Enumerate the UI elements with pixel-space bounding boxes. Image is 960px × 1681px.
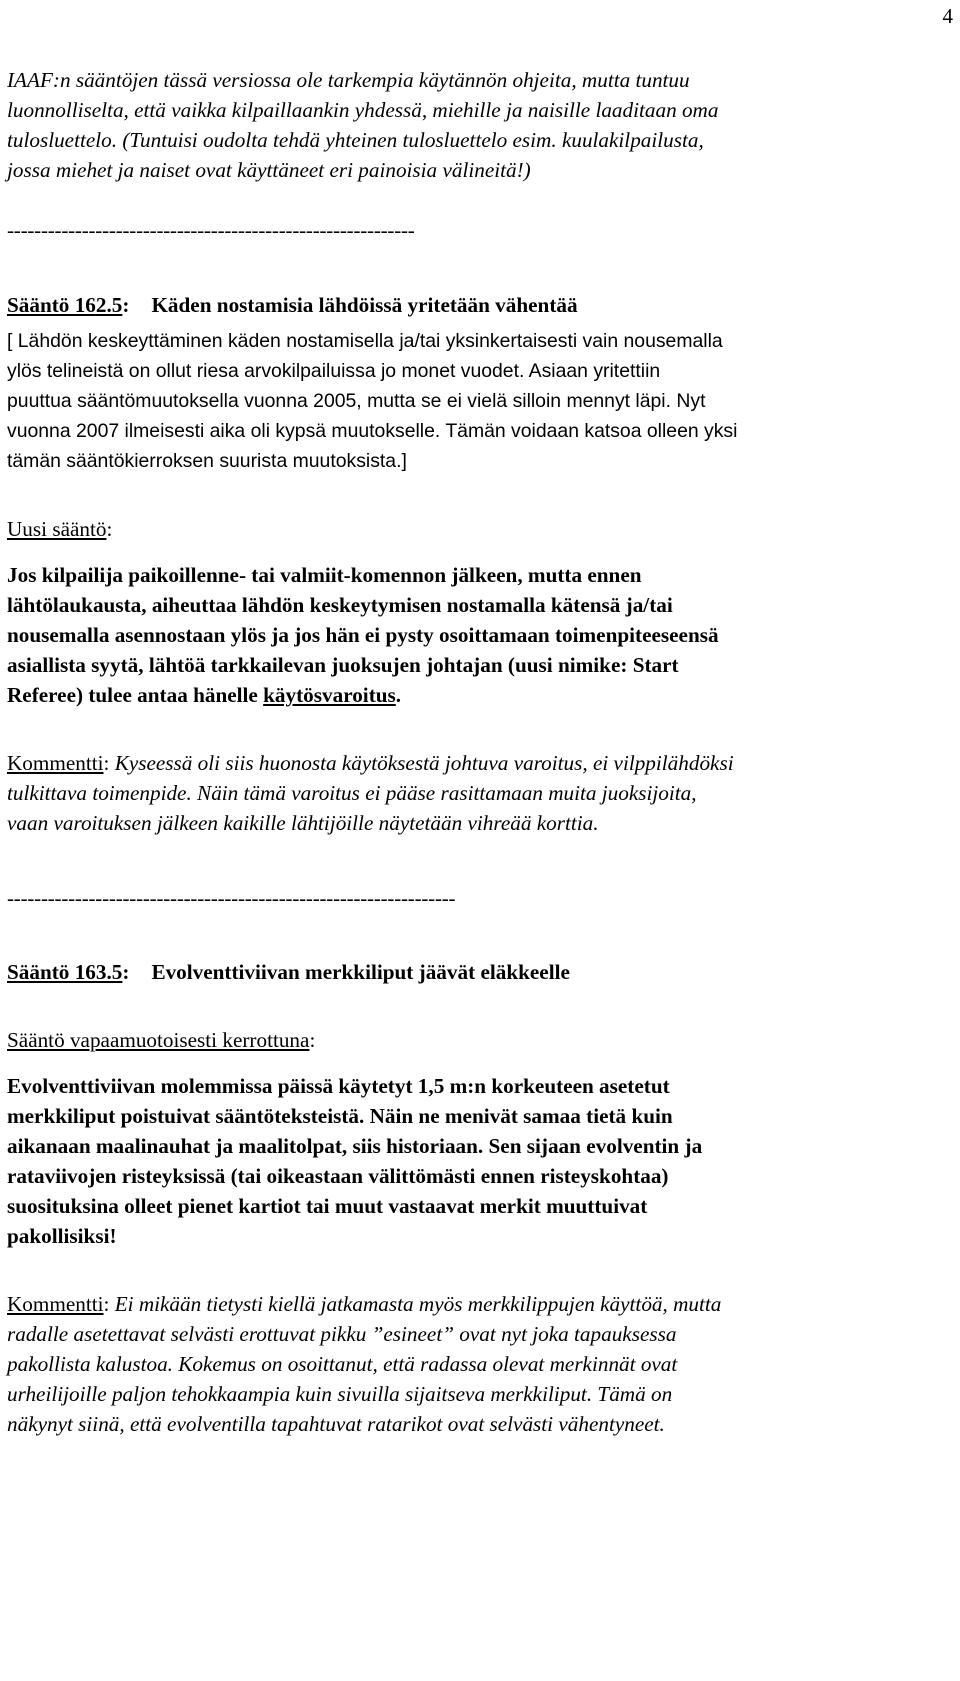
comment-label: Kommentti: [7, 751, 104, 775]
separator-line: ------------------------------------------------------------------: [7, 886, 456, 910]
rule-163-comment: Kommentti: Ei mikään tietysti kiellä jatkamasta myös merkkilippujen käyttöä, mutta radalle asetettavat selvästi erottuvat pikku ”esineet” ovat nyt joka tapauksessa pakollista kalustoa. Kokemus on osoittanut, että radassa olevat merkinnät ovat urheilijoille paljon tehokkaampia kuin sivuilla sijaitseva merkkiliput. Tämä on näkynyt siinä, että evolventilla tapahtuvat ratarikot ovat selvästi vähentyneet.: [7, 1292, 722, 1436]
spacer: [7, 1055, 960, 1071]
intro-paragraph: IAAF:n sääntöjen tässä versiossa ole tarkempia käytännön ohjeita, mutta tuntuu luonnolliselta, että vaikka kilpaillaankin yhdessä, miehille ja naisille laaditaan oma tulosluettelo. (Tuntuisi oudolta tehdä yhteinen tulosluettelo esim. kuulakilpailusta, jossa miehet ja naiset ovat käyttäneet eri painoisia välineitä!): [7, 68, 719, 182]
rule-163-title: Evolventtiviivan merkkiliput jäävät eläkkeelle: [151, 960, 570, 984]
new-rule-label: Uusi sääntö: [7, 517, 107, 541]
rule-163-rewrite-text: Evolventtiviivan molemmissa päissä käytetyt 1,5 m:n korkeuteen asetetut merkkiliput poistuivat sääntöteksteistä. Näin ne menivät samaa tietä kuin aikanaan maalinauhat ja maalitolpat, siis historiaan. Sen sijaan evolventin ja rataviivojen risteyksissä (tai oikeastaan välittömästi ennen risteyskohtaa) suosituksina olleet pienet kartiot tai muut vastaavat merkit muuttuivat pakollisiksi!: [7, 1074, 703, 1248]
rewrite-label: Sääntö vapaamuotoisesti kerrottuna: [7, 1028, 310, 1052]
page-number: 4: [942, 4, 953, 28]
rule-162-heading: [7, 290, 960, 320]
rule-162-number: Sääntö 162.5: [7, 293, 123, 317]
rule-162-title: Käden nostamisia lähdöissä yritetään vähentää: [151, 293, 578, 317]
rule-162-new-rule-text: Jos kilpailija paikoillenne- tai valmiit-komennon jälkeen, mutta ennen lähtölaukausta, aiheuttaa lähdön keskeytymisen nostamalla kätensä ja/tai nousemalla asennostaan ylös ja jos hän ei pysty osoittamaan toimenpiteeseensä asiallista syytä, lähtöä tarkkailevan juoksujen johtajan (uusi nimike: Start Referee) tulee antaa hänelle käytösvaroitus.: [7, 563, 719, 707]
separator-line: ------------------------------------------------------------: [7, 218, 415, 242]
rule-162-background: [ Lähdön keskeyttäminen käden nostamisella ja/tai yksinkertaisesti vain nousemalla ylös telineistä on ollut riesa arvokilpailuissa jo monet vuodet. Asiaan yritettiin puuttua sääntömuutoksella vuonna 2005, mutta se ei vielä silloin mennyt läpi. Nyt vuonna 2007 ilmeisesti aika oli kypsä muutokselle. Tämän voidaan katsoa olleen yksi tämän sääntökierroksen suurista muutoksista.]: [7, 330, 738, 472]
rule-163-colon: :: [122, 960, 130, 984]
rule-162-new-rule-label-line: Uusi sääntö:: [7, 517, 113, 541]
rule-162-comment: Kommentti: Kyseessä oli siis huonosta käytöksestä johtuva varoitus, ei vilppilähdöksi tulkittava toimenpide. Näin tämä varoitus ei pääse rasittamaan muita juoksijoita, vaan varoituksen jälkeen kaikille lähtijöille näytetään vihreää korttia.: [7, 751, 734, 835]
spacer: [7, 710, 960, 748]
spacer: [7, 987, 960, 1025]
spacer: [7, 245, 960, 290]
spacer: [7, 476, 960, 514]
spacer: [7, 913, 960, 957]
comment-label: Kommentti: [7, 1292, 104, 1316]
spacer: [7, 838, 960, 883]
rule-163-heading: [7, 957, 960, 987]
document-body: [7, 65, 960, 1439]
rule-163-number: Sääntö 163.5: [7, 960, 123, 984]
spacer: [7, 185, 960, 215]
rule-163-rewrite-label-line: Sääntö vapaamuotoisesti kerrottuna:: [7, 1028, 316, 1052]
spacer: [7, 1251, 960, 1289]
rule-162-colon: :: [122, 293, 130, 317]
spacer: [7, 544, 960, 560]
behaviour-warning-term: käytösvaroitus: [263, 683, 396, 707]
